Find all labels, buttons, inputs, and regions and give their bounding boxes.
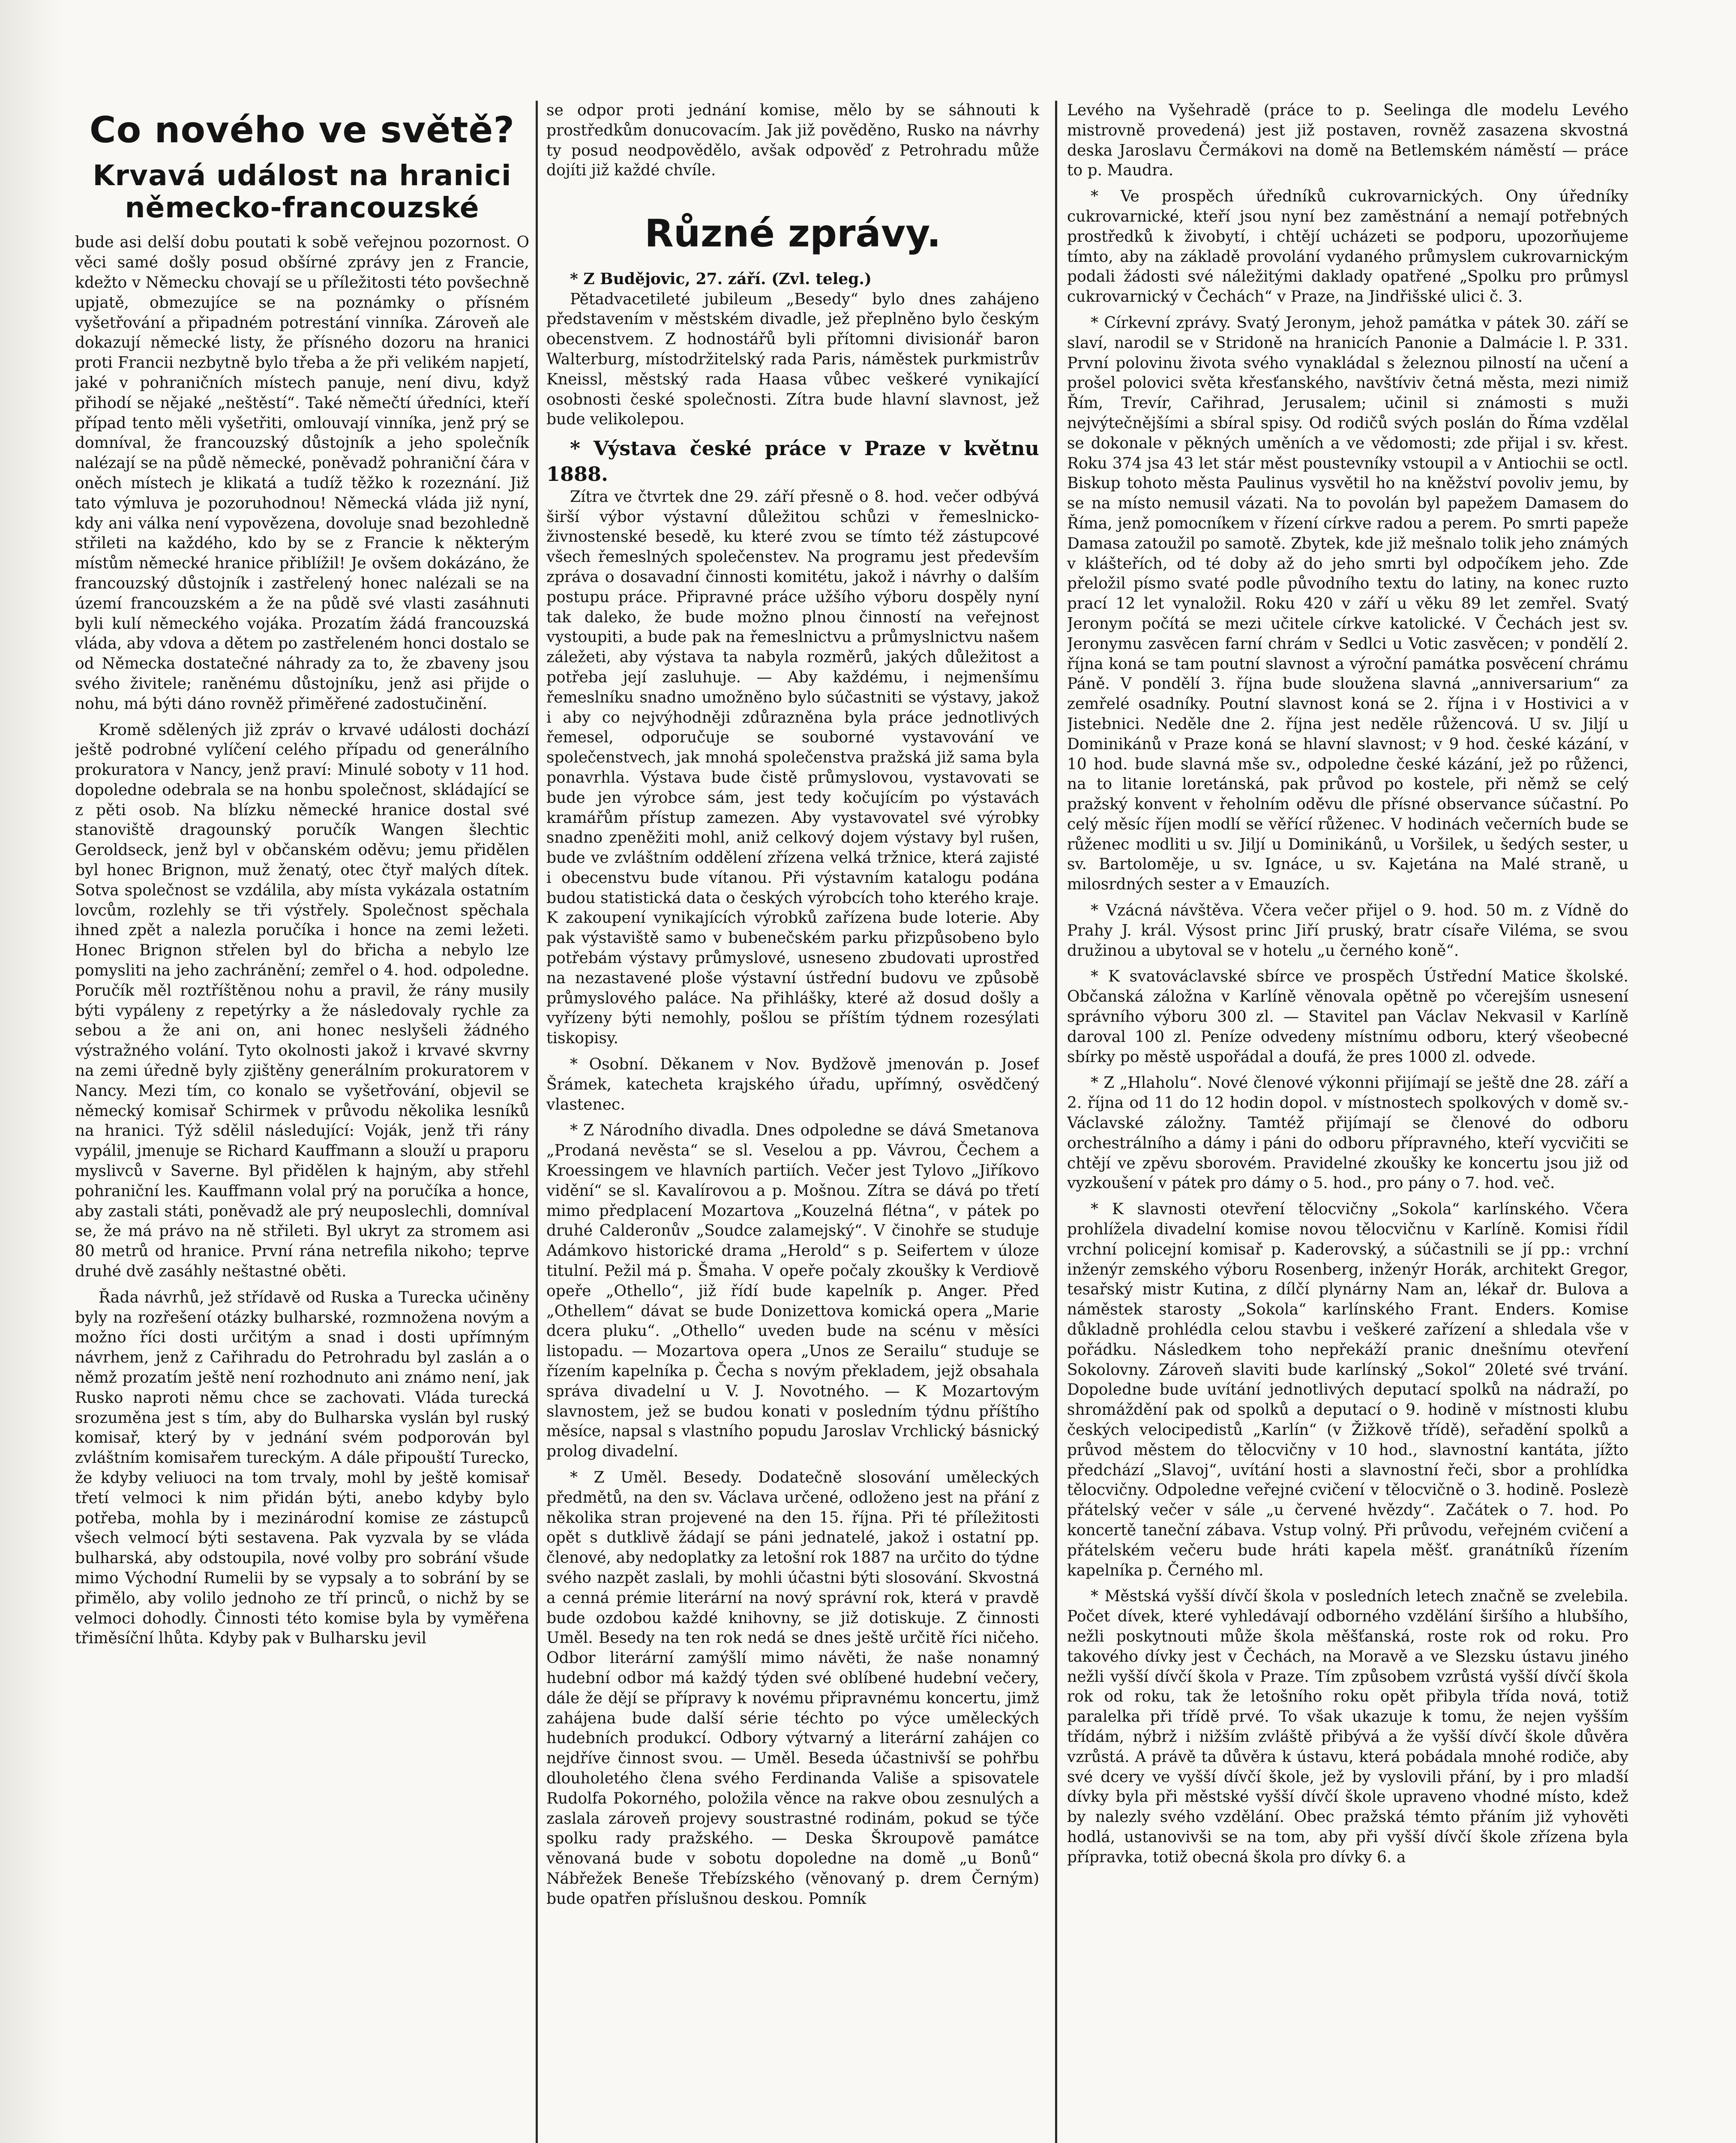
news-item: Zítra ve čtvrtek dne 29. září přesně o 8. hod. večer odbývá širší výbor výstavní důležitou schůzi v řemeslnicko-živnostenské besedě, ku které zvou se tímto též zástupcové všech řemeslných společenstev. Na programu jest především zpráva o dosavadní činnosti komitétu, jakož i návrhy o dalším postupu práce. Připravné práce užšího výboru dospěly nyní tak daleko, že bude možno plnou činností na veřejnost vystoupiti, a bude pak na řemeslnictvu a průmyslnictvu našem záležeti, aby výstava ta nabyla rozměrů, jakých důležitost a potřeba její zasluhuje. — Aby každému, i nejmenšímu řemeslníku snadno umožněno bylo súčastniti se výstavy, jakož i aby co nejvýhodněji zdůrazněna byla práce jednotlivých řemesel, odporučuje se souborné vystavování ve společenstvech, jak mnohá společenstva pražská již sama byla ponavrhla. Výstava bude čistě průmyslovou, vystavovati se bude jen výrobce sám, jest tedy kočujícím po výstavách kramářům přístup zamezen. Aby vystavovatel své výrobky snadno zpeněžiti mohl, aniž celkový dojem výstavy byl rušen, bude ve zvláštním oddělení zřízena velká tržnice, která zajisté i obecenstvu bude vítanou. Při výstavním katalogu podána budou statistická data o českých výrobcích toho kterého kraje. K zakoupení vynikajících výrobků zařízena bude loterie. Aby pak výstaviště samo v bubenečském parku přizpůsobeno bylo potřebám výstavy průmyslové, usneseno zbudovati uprostřed na nezastavené ploše výstavní ústřední budovu ve způsobě průmyslového paláce. Na přihlášky, které až dosud došly a vyřízeny býti nemohly, pošlou se příštím týdnem rozesýlati tiskopisy. xyxy=(546,488,1039,1047)
article-paragraph: Řada návrhů, jež střídavě od Ruska a Turecka učiněny byly na rozřešení otázky bulharské, rozmnožena novým a možno říci dosti určitým a snad i dosti upřímným návrhem, jenž z Cařihradu do Petrohradu byl zaslán a o němž prozatím ještě není rozhodnuto ani známo není, jak Rusko naproti němu chce se zachovati. Vláda turecká srozuměna jest s tím, aby do Bulharska vyslán byl ruský komisař, který by v jednání svém podporován byl zvláštním komisařem tureckým. A dále připouští Turecko, že kdyby veliuoci na tom trvaly, mohl by ještě komisař třetí velmoci k nim přidán býti, anebo kdyby bylo potřeba, mohla by i mezinárodní komise ze zástupců všech velmocí býti sestavena. Pak vyzvala by se vláda bulharská, aby odstoupila, nové volby pro sobrání všude mimo Východní Rumelii by se vypsaly a to sobrání by se přimělo, aby volilo jednoho ze tří princů, o nichž by se velmoci dohodly. Činnosti této komise byla by vyměřena třiměsíční lhůta. Kdyby pak v Bulharsku jevil xyxy=(75,1288,529,1648)
column-2 xyxy=(546,101,1039,2143)
article-paragraph: se odpor proti jednání komise, mělo by se sáhnouti k prostředkům donucovacím. Jak již pověděno, Rusko na návrhy ty posud neodpovědělo, avšak odpověď z Petrohradu může dojíti již každé chvíle. xyxy=(546,102,1039,180)
article-paragraph: bude asi delší dobu poutati k sobě veřejnou pozornost. O věci samé došly posud obšírné zprávy jen z Francie, kdežto v Německu chovají se u příležitosti této povšechně upjatě, obmezujíce se na poznámky o přísném vyšetřování a připadném potrestání vinníka. Zároveň ale dokazují německé listy, že přísného dozoru na hranici proti Francii nezbytně bylo třeba a že při velikém napjetí, jaké v pohraničních místech panuje, není divu, když přihodí se nějaké „neštěstí“. Také němečtí úředníci, kteří případ tento měli vyšetřiti, omlouvají vinníka, jenž prý se domníval, že francouzský důstojník a jeho společník nalézají se na půdě německé, poněvadž pohraniční čára v oněch místech je klikatá a tudíž těžko k rozeznání. Již tato výmluva je pozoruhodnou! Německá vláda již nyní, kdy ani válka není vypovězena, dovoluje snad bezohledně střileti na každého, kdo by se z Francie k některým místům německé hranice přiblížil! Je ovšem dokázáno, že francouzský důstojník i zastřelený honec nalézali se na území francouzském a že na půdě své vlasti zasáhnuti byli kulí německého vojáka. Prozatím žádá francouzská vláda, aby vdova a dětem po zastřeleném honci dostalo se od Německa dostatečné náhrady za to, že zbaveny jsou svého živitele; raněnému důstojníku, jenž asi přijde o nohu, má býti dáno rovněž přiměřené zadostučinění. xyxy=(75,234,529,713)
news-item: * Městská vyšší dívčí škola v posledních letech značně se zvelebila. Počet dívek, které vyhledávají odborného vzdělání širšího a hlubšího, nežli poskytnouti může škola měšťanská, roste rok od roku. Pro takového dívky jest v Čechách, na Moravě a ve Slezsku ústavu jiného nežli vyšší dívčí škola v Praze. Tím způsobem vzrůstá vyšší dívčí škola rok od roku, tak že letošního roku opět přibyla třída nová, totiž paralelka při třídě prvé. To však ukazuje k tomu, že nejen vyšším třídám, nýbrž i nižším zvláště přibývá a že vyšší dívčí škole důvěra vzrůstá. A právě ta důvěra k ústavu, která pobádala mnohé rodiče, aby své dcery ve vyšší dívčí škole, jež by vyslovili přání, by i pro mladší dívky byla při městské vyšší dívčí škole upraveno vhodné místo, kdež by nalezly svého vzdělání. Obec pražská témto přáním již vyhověti hodlá, ustanovivši se na tom, aby při vyšší dívčí škole zřízena byla přípravka, totiž obecná škola pro dívky 6. a xyxy=(1067,1588,1628,1866)
section-title: Různé zprávy. xyxy=(645,211,941,256)
news-item: * Vzácná návštěva. Včera večer přijel o 9. hod. 50 m. z Vídně do Prahy J. král. Výsost princ Jiří pruský, bratr císaře Viléma, se svou družinou a ubytoval se v hotelu „u černého koně“. xyxy=(1067,902,1628,960)
news-item: * K svatováclavské sbírce ve prospěch Ústřední Matice školské. Občanská záložna v Karlíně věnovala opětně po včerejším usnesení správního výboru 300 zl. — Stavitel pan Václav Nekvasil v Karlíně daroval 100 zl. Peníze odvedeny místnímu odboru, který všeobecné sbírky po městě uspořádal a doufá, že pres 1000 zl. odvede. xyxy=(1067,968,1628,1066)
article-headline: Co nového ve světě? xyxy=(89,109,515,151)
news-item: Levého na Vyšehradě (práce to p. Seelinga dle modelu Levého mistrovně provedená) jest již postaven, rovněž zasazena skvostná deska Jaroslavu Čermákovi na domě na Betlemském náměstí — práce to p. Maudra. xyxy=(1067,102,1628,180)
news-item: * K slavnosti otevření tělocvičny „Sokola“ karlínského. Včera prohlížela divadelní komise novou tělocvičnu v Karlíně. Komisi řídil vrchní policejní komisař p. Kaderovský, a súčastnili se jí pp.: vrchní inženýr zemského výboru Rosenberg, inženýr Horák, architekt Gregor, tesařský mistr Kutina, z dílčí plynárny Nam an, lékař dr. Bulova a náměstek starosty „Sokola“ karlínského Frant. Enders. Komise důkladně prohlédla celou stavbu i veškeré zařízení a shledala vše v pořádku. Následkem toho nepřekáží pranic dnešnímu otevření Sokolovny. Zároveň slaviti bude karlínský „Sokol“ 20leté své trvání. Dopoledne bude uvítání jednotlivých deputací spolků na nádraží, po shromáždění pak od spolků a deputací o 9. hodině v místnosti klubu českých velocipedistů „Karlín“ (v Žižkově třídě), seřadění spolků a průvod městem do tělocvičny v 10 hod., slavnostní kantáta, jížto předchází „Slavoj“, uvítání hosti a slavnostní řeči, sbor a prohlídka tělocvičny. Odpoledne veřejné cvičení v tělocvičně o 3. hodině. Poslezè přátelský večer v sále „u červené hvězdy“. Začátek o 7. hod. Po koncertě taneční zábava. Vstup volný. Při průvodu, veřejném cvičení a přátelském večeru bude hráti kapela měšť. granátníků řízením kapelníka p. Černého ml. xyxy=(1067,1201,1628,1579)
column-rule xyxy=(1055,101,1057,2143)
dateline-text: * Z Budějovic, 27. září. (Zvl. teleg.) xyxy=(570,270,872,288)
scan-edge xyxy=(0,0,64,2143)
article-paragraph: Kromě sdělených již zpráv o krvavé události dochází ještě podrobné vylíčení celého případu od generálního prokuratora v Nancy, jenž praví: Minulé soboty v 11 hod. dopoledne odebrala se na honbu společnost, skládající se z pěti osob. Na blízku německé hranice dostal své stanoviště dragounský poručík Wangen šlechtic Geroldseck, jenž byl v občanském oděvu; jemu přidělen byl honec Brignon, muž ženatý, otec čtyř malých dítek. Sotva společnost se vzdálila, aby místa vykázala ostatním lovcům, rozlehly se tři výstřely. Společnost spěchala ihned zpět a nalezla poručíka i honce na zemi ležeti. Honec Brignon střelen byl do břicha a nebylo lze pomysliti na jeho zachránění; zemřel o 4. hod. odpoledne. Poručík měl roztříštěnou nohu a pravil, že rány musily býti vypáleny z repetýrky a že následovaly rychle za sebou a že ani on, ani honec neslyšeli žádného výstražného volání. Tyto okolnosti jakož i krvavé skvrny na zemi úředně byly zjištěny generálním prokuratorem v Nancy. Mezi tím, co konalo se vyšetřování, objevil se německý komisař Schirmek v průvodu několika lesníků na hranici. Týž sdělil následující: Voják, jenž tři rány vypálil, jmenuje se Richard Kauffmann a slouží u praporu myslivců v Saverne. Byl přidělen k hajným, aby střehl pohraniční les. Kauffmann volal prý na poručíka a honce, aby zastali státi, poněvadž ale prý neuposlechli, domníval se, že má právo na ně střileti. Byl ukryt za stromem asi 80 metrů od hranice. První rána netrefila nikoho; teprve druhé dvě zasáhly neštastné oběti. xyxy=(75,721,529,1281)
column-rule xyxy=(536,101,538,2143)
expo-title-text: * Výstava české práce v Praze v květnu 1888. xyxy=(546,437,1039,486)
article-subheadline: Krvavá událost na hranici německo-francouzské xyxy=(93,159,512,225)
news-item-title xyxy=(546,436,1039,487)
column-3 xyxy=(1067,101,1628,2143)
news-item: * Z Uměl. Besedy. Dodatečně slosování uměleckých předmětů, na den sv. Václava určené, odloženo jest na přání z několika stran projevené na den 15. října. Při té příležitosti opět s dutklivě žádají se páni jednatelé, jakož i ostatní pp. členové, aby nedoplatky za letošní rok 1887 na určito do týdne svého nazpět zaslali, by mohli účastni býti slosování. Skvostná a cenná prémie literární na nový správní rok, která v pravdě bude ozdobou každé knihovny, se již dotiskuje. Z činnosti Uměl. Besedy na ten rok nedá se dnes ještě určitě říci ničeho. Odbor literární zamýšlí mimo návěti, že naše nonamný hudební odbor má každý týden své oblíbené hudební večery, dále že dějí se přípravy k novému připravnému koncertu, jimž zahájena bude další série téchto po výce uměleckých hudebních produkcí. Odbory výtvarný a literární zahájen co nejdříve činnost svou. — Uměl. Beseda účastnivší se pohřbu dlouholetého člena svého Ferdinanda Vališe a spisovatele Rudolfa Pokorného, položila věnce na rakve obou zesnulých a zaslala zároveň projevy soustrastné rodinám, pokud se týče spolku rady pražského. — Deska Škroupově památce věnovaná bude v sobotu dopoledne na domě „u Bonů“ Nábřežek Beneše Třebízského (věnovaný p. drem Černým) bude opatřen příslušnou deskou. Pomník xyxy=(546,1469,1039,1908)
news-item: * Ve prospěch úředníků cukrovarnických. Ony úředníky cukrovarnické, kteří jsou nyní bez zaměstnání a nemají potřebných prostředků k živobytí, i chtějí ucházeti se podporu, upozorňujeme tímto, aby na základě provolání vydaného průmyslem cukrovarnickým podali žádosti své náležitými daklady opatřené „Spolku pro průmysl cukrovarnický v Čechách“ v Praze, na Jindřišské ulici č. 3. xyxy=(1067,188,1628,306)
news-item: * Z „Hlaholu“. Nové členové výkonni přijímají se ještě dne 28. září a 2. října od 11 do 12 hodin dopol. v místnostech spolkových v domě sv.-Václavské záložny. Tamtéž přijímají se členové do odboru orchestrálního a dámy i páni do odboru přípravného, kteří vycvičiti se chtějí ve zpěvu sborovém. Pravidelné zkoušky ke koncertu jsou již od vyzkoušení v pátek pro dámy o 5. hod., pro pány o 7. hod. več. xyxy=(1067,1074,1628,1192)
news-item: Pětadvacetileté jubileum „Besedy“ bylo dnes zahájeno představením v městském divadle, jež přeplněno bylo českým obecenstvem. Z hodnostářů byli přítomni divisionář baron Walterburg, místodržitelský rada Paris, náměstek purkmistrův Kneissl, městský rada Haasa vůbec veškeré vynikající osobnosti české společnosti. Zítra bude hlavní slavnost, jež bude velikolepou. xyxy=(546,290,1039,429)
news-dateline xyxy=(546,269,1039,290)
news-item: * Osobní. Děkanem v Nov. Bydžově jmenován p. Josef Šrámek, katecheta krajského úřadu, upřímný, osvědčený vlastenec. xyxy=(546,1056,1039,1114)
column-1 xyxy=(75,101,529,2143)
news-item: * Z Národního divadla. Dnes odpoledne se dává Smetanova „Prodaná nevěsta“ se sl. Veselou a pp. Vávrou, Čechem a Kroessingem ve hlavních partiích. Večer jest Tylovo „Jiříkovo vidění“ se sl. Kavalírovou a p. Mošnou. Zítra se dává po třetí mimo předplacení Mozartova „Kouzelná flétna“, v pátek po druhé Calderonův „Soudce zalamejský“. V činohře se studuje Adámkovo historické drama „Herold“ s p. Seifertem v úloze titulní. Pežil má p. Šmaha. V opeře počaly zkoušky k Verdiově opeře „Othello“, již řídí bude kapelník p. Anger. Před „Othellem“ dávat se bude Donizettova komická opera „Marie dcera pluku“. „Othello“ uveden bude na scénu v měsíci listopadu. — Mozartova opera „Unos ze Serailu“ studuje se řízením kapelníka p. Čecha s novým překladem, jejž obsahala správa divadelní u V. J. Novotného. — K Mozartovým slavnostem, jež se budou konati v posledním týdnu příštího měsíce, napsal s vlastního popudu Jaroslav Vrchlický básnický prolog divadelní. xyxy=(546,1122,1039,1461)
news-item: * Církevní zprávy. Svatý Jeronym, jehož památka v pátek 30. září se slaví, narodil se v Stridoně na hranicích Panonie a Dalmácie l. P. 331. První polovinu života svého vynakládal s železnou pilností na učení a prošel polovici světa křesťanského, navštíviv četná města, mezi nimiž Řím, Trevír, Cařihrad, Jerusalem; učinil si známosti s muži nejvýtečnějšími a sbíral spisy. Od rodičů svých poslán do Říma vzdělal se dokonale v pěkných uměních a ve vědomosti; zde přijal i sv. křest. Roku 374 jsa 43 let stár měst poustevníky vstoupil a v Antiochii se octl. Biskup tohoto města Paulinus vysvětil ho na kněžství povoliv jemu, by se na místo nemusil vázati. Na to povolán byl papežem Damasem do Říma, jenž pomocníkem v řízení církve radou a perem. Po smrti papeže Damasa zatoužil po samotě. Zbytek, kde již mešnalo tolik jeho známých v klášteřích, od té doby až do jeho smrti byl odpočíkem jeho. Zde přeložil písmo svaté podle původního textu do latiny, na konec ruzto prací 12 let vynaložil. Roku 420 v září u věku 89 let zemřel. Svatý Jeronym počítá se mezi učitele církve katolické. V Čechách jest sv. Jeronymu zasvěcen farní chrám v Sedlci u Votic zasvěcen; v pondělí 2. října koná se tam poutní slavnost a výroční památka posvěcení chrámu Páně. V pondělí 3. října bude sloužena slavná „anniversarium“ za zemřelé osadníky. Poutní slavnost koná se 2. října i v Hostivici a v Jistebnici. Neděle dne 2. října jest neděle růžencová. U sv. Jiljí u Dominikánů v Praze koná se hlavní slavnost; v 9 hod. české kázání, v 10 hod. bude slavná mše sv., odpoledne české kázání, jež po růženci, na to litanie loretánská, pak průvod po kostele, při němž se celý pražský konvent v řeholním oděvu dle přísné observance súčastní. Po celý měsíc říjen modlí se věřící růženec. V hodinách večerních bude se růženec modliti u sv. Jiljí u Dominikánů, u Voršilek, u šedých sester, u sv. Bartoloměje, u sv. Ignáce, u sv. Kajetána na Malé straně, u milosrdných sester a v Emauzích. xyxy=(1067,314,1628,894)
